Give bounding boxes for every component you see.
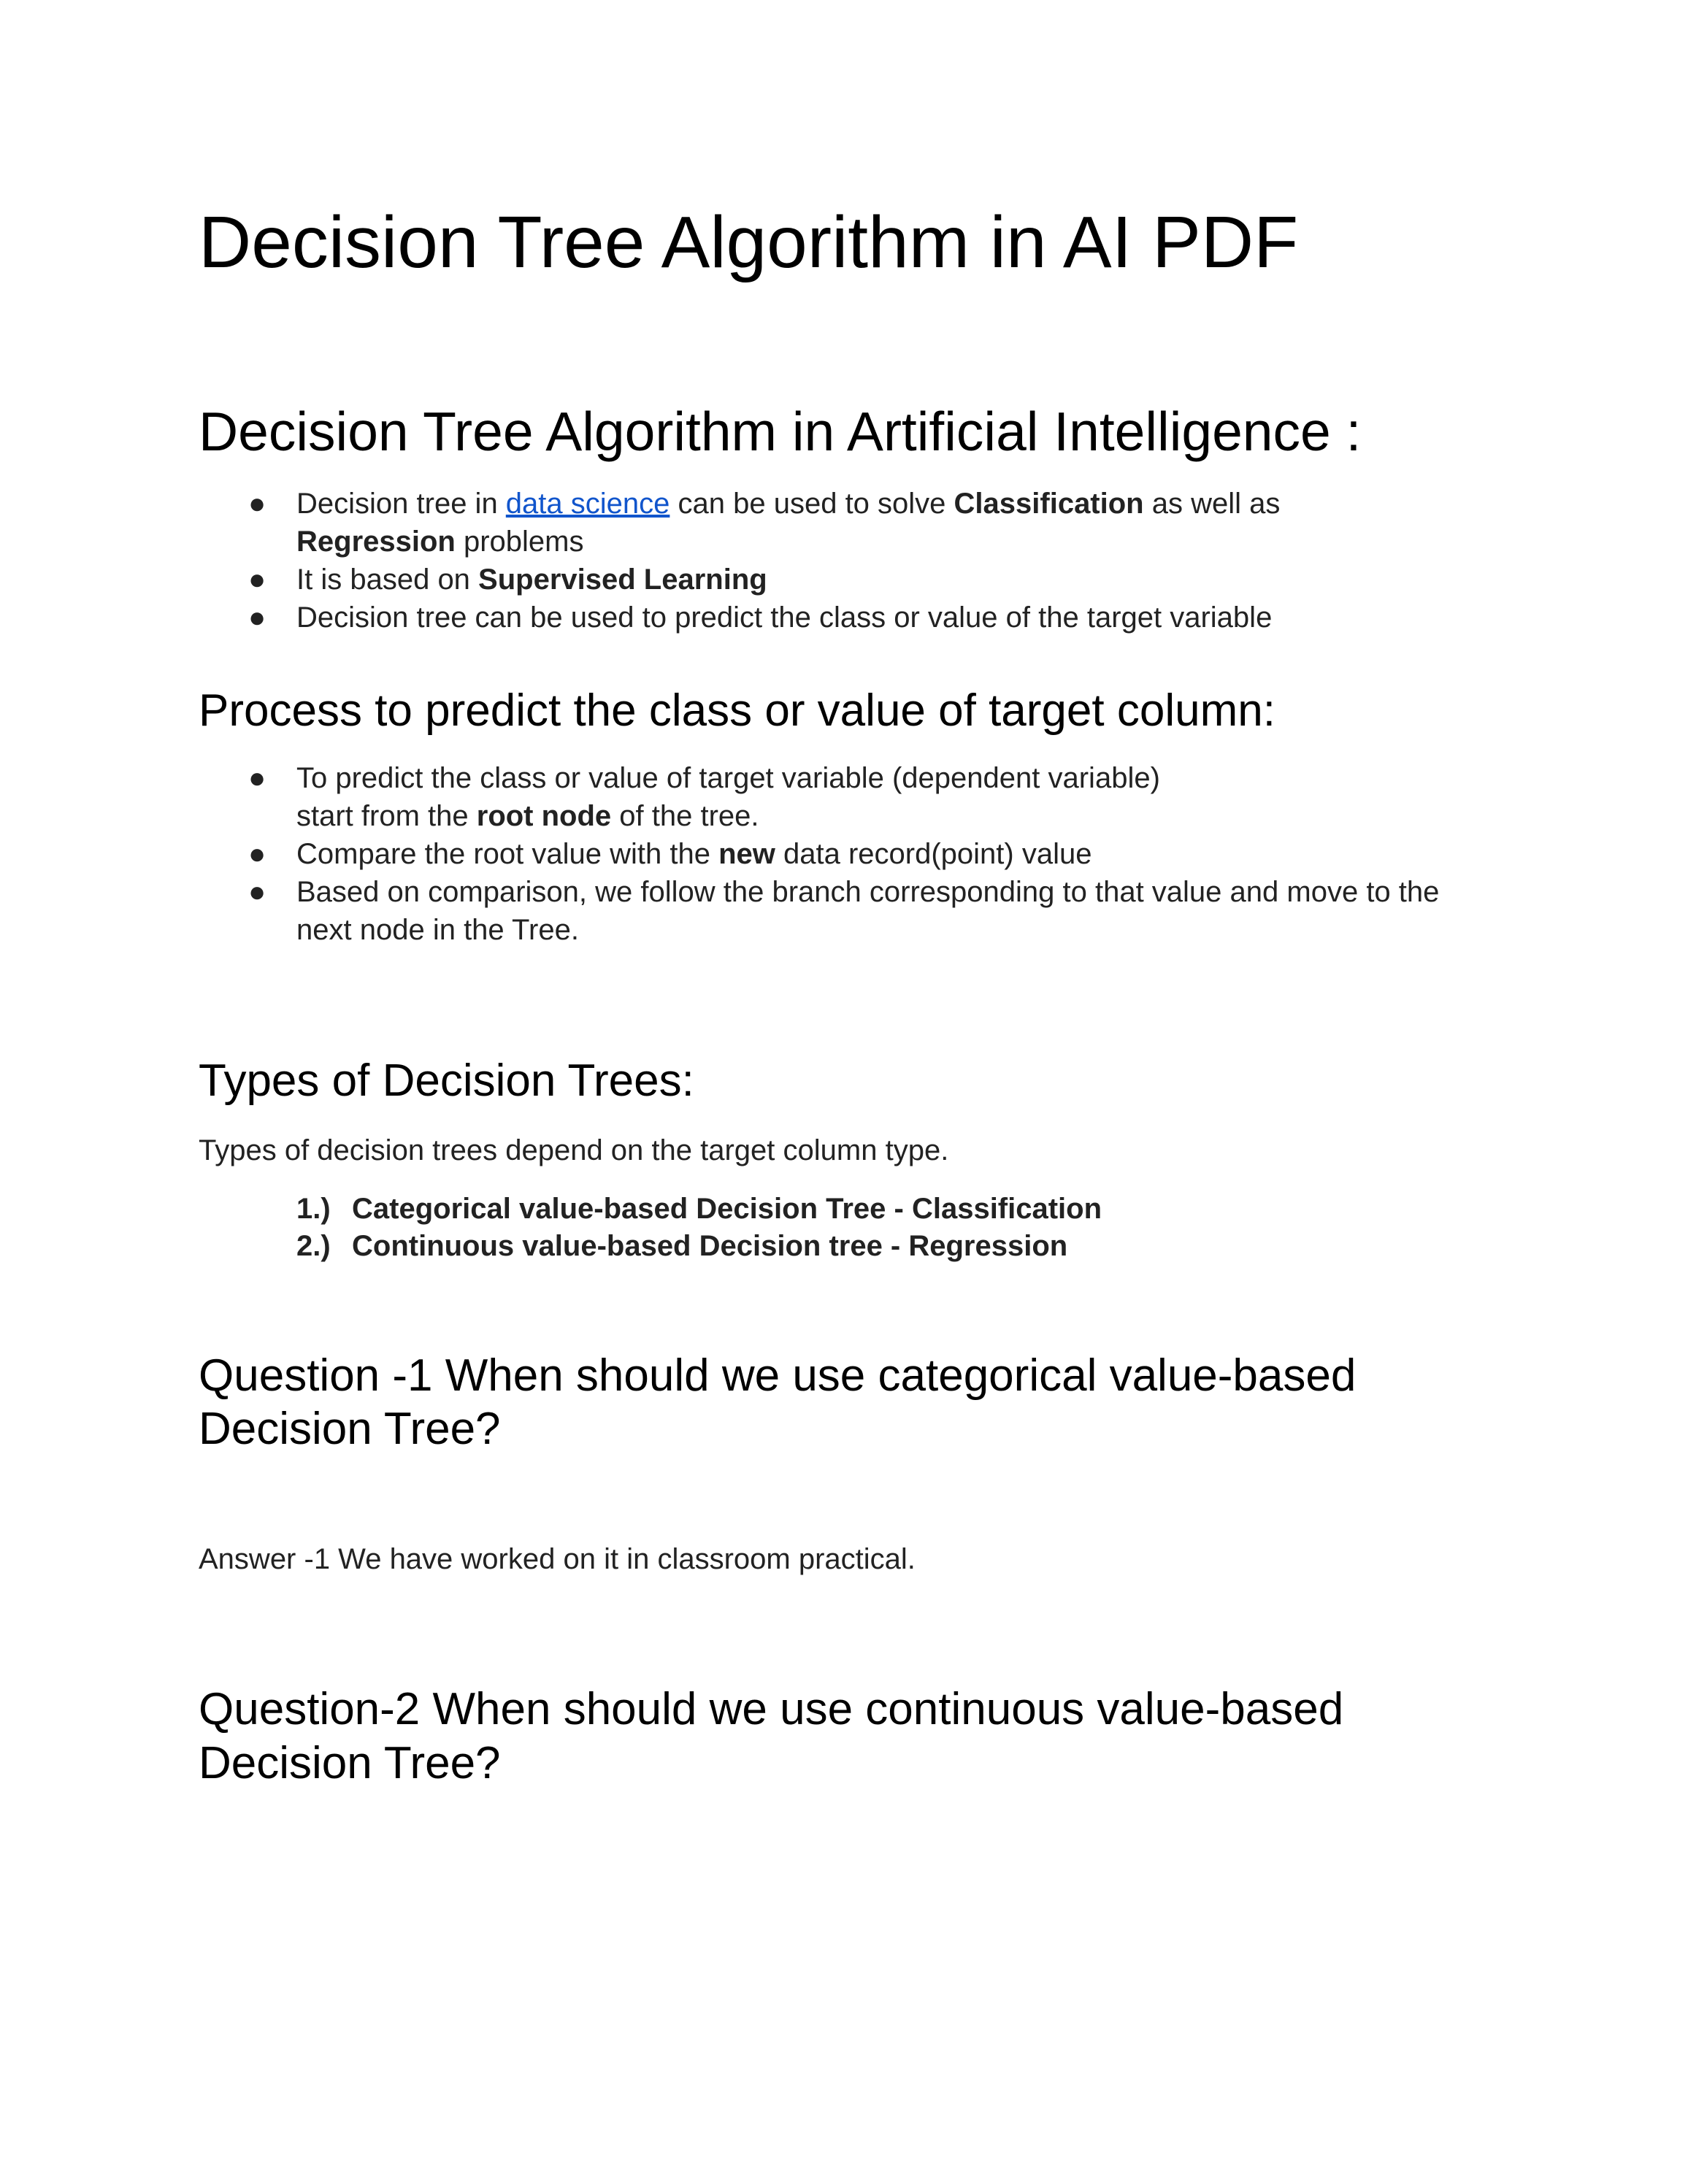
answer-1-text: Answer -1 We have worked on it in classroom practical. xyxy=(199,1543,916,1575)
bullet-icon: ● xyxy=(248,876,266,908)
bullet-classification-regression-cont: Regression problems xyxy=(296,526,584,558)
document-title: Decision Tree Algorithm in AI PDF xyxy=(199,201,1299,283)
list-item-categorical: Categorical value-based Decision Tree - Classification xyxy=(352,1193,1102,1225)
bullet-predict-class: To predict the class or value of target variable (dependent variable) xyxy=(296,762,1160,794)
bullet-compare-root: Compare the root value with the new data record(point) value xyxy=(296,838,1092,870)
bullet-icon: ● xyxy=(248,762,266,794)
bullet-follow-branch-cont: next node in the Tree. xyxy=(296,914,579,946)
list-number: 2.) xyxy=(296,1230,331,1262)
bullet-icon: ● xyxy=(248,838,266,870)
question-2-heading: Question-2 When should we use continuous value-based xyxy=(199,1684,1344,1734)
types-intro-text: Types of decision trees depend on the target column type. xyxy=(199,1134,949,1166)
section-heading-decision-tree-ai: Decision Tree Algorithm in Artificial Intelligence : xyxy=(199,401,1362,462)
bullet-follow-branch: Based on comparison, we follow the branch corresponding to that value and move to the xyxy=(296,876,1440,908)
section-heading-process: Process to predict the class or value of target column: xyxy=(199,685,1275,736)
list-item-continuous: Continuous value-based Decision tree - Regression xyxy=(352,1230,1068,1262)
bullet-icon: ● xyxy=(248,601,266,634)
data-science-link[interactable]: data science xyxy=(505,488,670,520)
question-1-heading: Question -1 When should we use categorical value-based xyxy=(199,1350,1357,1401)
question-1-heading-cont: Decision Tree? xyxy=(199,1404,501,1454)
bullet-supervised-learning: It is based on Supervised Learning xyxy=(296,564,767,596)
bullet-icon: ● xyxy=(248,488,266,520)
list-number: 1.) xyxy=(296,1193,331,1225)
question-2-heading-cont: Decision Tree? xyxy=(199,1738,501,1788)
bullet-icon: ● xyxy=(248,564,266,596)
bullet-predict-class-cont: start from the root node of the tree. xyxy=(296,800,759,832)
bullet-classification-regression: Decision tree in data science can be used to solve Classification as well as xyxy=(296,488,1281,520)
bullet-predict-target: Decision tree can be used to predict the class or value of the target variable xyxy=(296,601,1273,634)
section-heading-types: Types of Decision Trees: xyxy=(199,1056,694,1106)
